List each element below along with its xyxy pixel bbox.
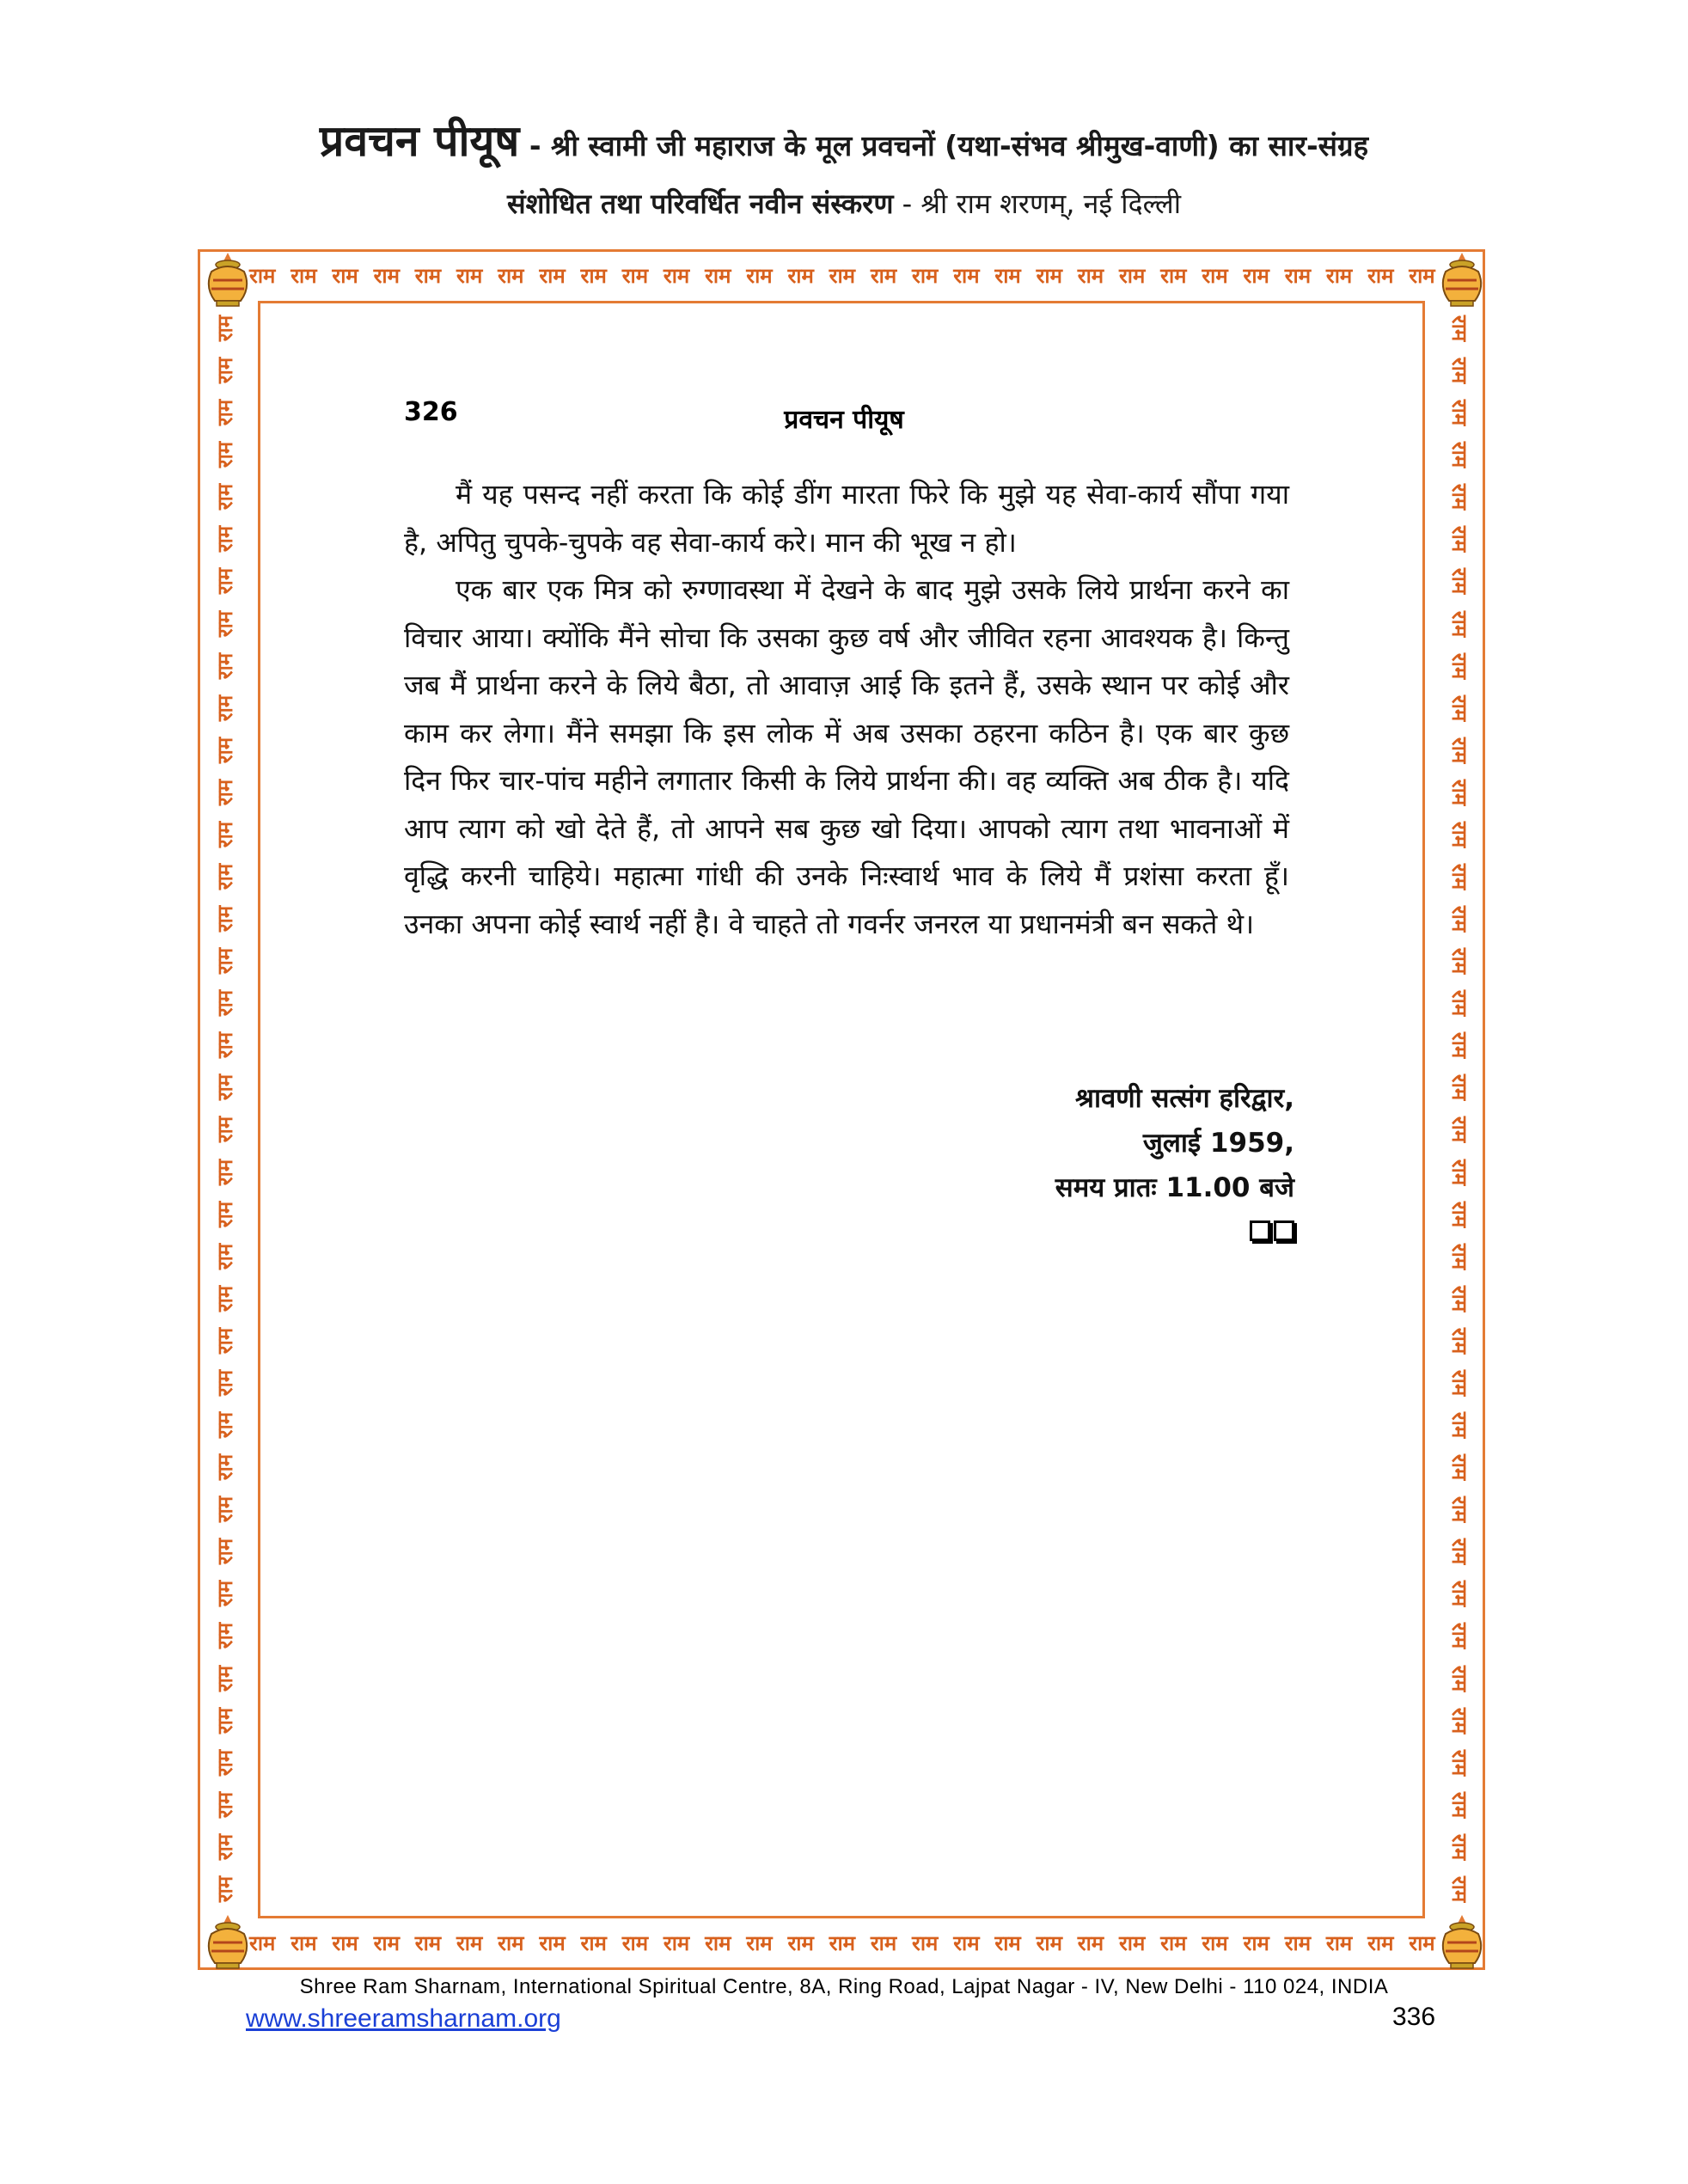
ram-border-top (249, 256, 1435, 294)
signature-date: जुलाई 1959, (1142, 1128, 1294, 1159)
ram-word: राम (539, 263, 566, 288)
ram-word: राम (953, 263, 980, 288)
ram-word: राम (705, 1930, 731, 1955)
ram-word: राम (787, 263, 814, 288)
ram-word: राम (212, 1159, 237, 1185)
ram-word: राम (621, 1930, 649, 1955)
ram-word: राम (212, 1074, 237, 1101)
ram-word: राम (212, 1539, 237, 1565)
ram-word: राम (212, 779, 237, 806)
ram-word: राम (212, 442, 237, 468)
ram-word: राम (1446, 1496, 1471, 1523)
ram-word: राम (1446, 568, 1471, 595)
ram-word: राम (212, 399, 237, 426)
ram-word: राम (212, 1623, 237, 1649)
ram-word: राम (212, 357, 237, 384)
ram-word: राम (212, 990, 237, 1017)
ram-word: राम (291, 263, 317, 288)
document-header (0, 110, 1688, 168)
ram-word: राम (1446, 821, 1471, 848)
ram-word: राम (1446, 610, 1471, 637)
ram-word: राम (212, 1833, 237, 1861)
ram-word: राम (212, 526, 237, 553)
ram-word: राम (212, 1411, 237, 1439)
ram-word: राम (870, 263, 897, 288)
ram-word: राम (456, 1930, 483, 1955)
ram-word: राम (1446, 1074, 1471, 1101)
ram-word: राम (212, 1875, 237, 1903)
signature-place: श्रावणी सत्संग हरिद्वार, (1075, 1083, 1294, 1114)
ram-word: राम (414, 1930, 442, 1955)
ram-word: राम (1077, 263, 1104, 288)
ram-word: राम (498, 1930, 524, 1955)
ram-word: राम (1160, 263, 1187, 288)
ram-word: राम (1446, 1116, 1471, 1143)
signature-time: समय प्रातः 11.00 बजे (1055, 1172, 1294, 1203)
ram-word: राम (1446, 652, 1471, 679)
ram-word: राम (212, 1749, 237, 1776)
ram-word: राम (212, 568, 237, 595)
website-link[interactable]: www.shreeramsharnam.org (246, 2004, 561, 2033)
ram-word: राम (1446, 357, 1471, 384)
ram-word: राम (1243, 263, 1269, 288)
ram-word: राम (1446, 947, 1471, 975)
paragraph: एक बार एक मित्र को रुग्णावस्था में देखने के बाद मुझे उसके लिये प्रार्थना करने का विचार आया। क्योंकि मैंने सोचा कि उसका कुछ वर्ष और जीवित रहना आवश्यक है। किन्तु जब मैं प्रार्थना करने के लिये बैठा, तो आवाज़ आई कि इतने हैं, उसके स्थान पर कोई और काम कर लेगा। मैंने समझा कि इस लोक में अब उसका ठहरना कठिन है। एक बार कुछ दिन फिर चार-पांच महीने लगातार किसी के लिये प्रार्थना की। वह व्यक्ति अब ठीक है। यदि आप त्याग को खो देते हैं, तो आपने सब कुछ खो दिया। आपको त्याग तथा भावनाओं में वृद्धि करनी चाहिये। महात्मा गांधी की उनके निःस्वार्थ भाव के लिये मैं प्रशंसा करता हूँ। उनका अपना कोई स्वार्थ नहीं है। वे चाहते तो गवर्नर जनरल या प्रधानमंत्री बन सकते थे। (404, 573, 1289, 940)
ram-word: राम (212, 1581, 237, 1607)
ram-word: राम (1409, 1930, 1435, 1955)
ram-word: राम (291, 1930, 317, 1955)
ram-word: राम (912, 263, 939, 288)
ram-word: राम (212, 1453, 237, 1481)
ram-word: राम (212, 1243, 237, 1269)
ram-word: राम (212, 821, 237, 848)
ram-word: राम (1446, 1581, 1471, 1607)
ram-word: राम (1202, 1930, 1228, 1955)
ram-word: राम (212, 1707, 237, 1734)
ram-word: राम (249, 1930, 276, 1955)
ram-word: राम (212, 1665, 237, 1692)
ram-word: राम (414, 263, 442, 288)
ram-word: राम (1446, 1369, 1471, 1397)
ram-word: राम (1446, 1875, 1471, 1903)
ram-word: राम (829, 263, 856, 288)
ram-word: राम (1446, 1243, 1471, 1269)
footer-address: Shree Ram Sharnam, International Spiritual Centre, 8A, Ring Road, Lajpat Nagar - IV, New Delhi - 110 024, INDIA (299, 1975, 1389, 1998)
ram-word: राम (787, 1930, 814, 1955)
ram-word: राम (912, 1930, 939, 1955)
ram-word: राम (1446, 399, 1471, 426)
ram-word: राम (1367, 263, 1394, 288)
discourse-body (404, 471, 1289, 948)
paragraph: मैं यह पसन्द नहीं करता कि कोई डींग मारता फिरे कि मुझे यह सेवा-कार्य सौंपा गया है, अपितु चुपके-चुपके वह सेवा-कार्य करे। मान की भूख न हो। (404, 478, 1289, 559)
header-title: प्रवचन पीयूष (319, 116, 520, 166)
ram-word: राम (580, 1930, 607, 1955)
ram-word: राम (212, 947, 237, 975)
ram-word: राम (212, 1496, 237, 1523)
ram-word: राम (746, 263, 773, 288)
ram-word: राम (829, 1930, 856, 1955)
ram-word: राम (212, 1369, 237, 1397)
ram-word: राम (1446, 1453, 1471, 1481)
ram-word: राम (212, 1032, 237, 1059)
ram-word: राम (1446, 526, 1471, 553)
ram-word: राम (1243, 1930, 1269, 1955)
ram-word: राम (212, 863, 237, 890)
ram-word: राम (1446, 694, 1471, 721)
document-subheader (0, 185, 1688, 222)
ram-word: राम (212, 1285, 237, 1312)
ram-word: राम (1325, 1930, 1353, 1955)
ram-word: राम (953, 1930, 980, 1955)
ram-word: राम (621, 263, 649, 288)
header-description: - श्री स्वामी जी महाराज के मूल प्रवचनों (यथा-संभव श्रीमुख-वाणी) का सार-संग्रह (519, 129, 1369, 162)
ram-word: राम (212, 652, 237, 679)
kalash-icon (1435, 1912, 1489, 1972)
ram-word: राम (1036, 263, 1062, 288)
ram-word: राम (1160, 1930, 1187, 1955)
ram-word: राम (332, 1930, 358, 1955)
ram-word: राम (1409, 263, 1435, 288)
ram-word: राम (663, 263, 690, 288)
ram-word: राम (212, 737, 237, 763)
ram-word: राम (373, 1930, 400, 1955)
ram-word: राम (870, 1930, 897, 1955)
ram-word: राम (1446, 1665, 1471, 1692)
ram-word: राम (212, 1201, 237, 1227)
ram-word: राम (1446, 1707, 1471, 1734)
ram-word: राम (1446, 990, 1471, 1017)
ram-word: राम (212, 1327, 237, 1355)
ram-word: राम (663, 1930, 690, 1955)
ram-word: राम (1077, 1930, 1104, 1955)
ram-border-left (206, 315, 244, 1903)
edition-label: संशोधित तथा परिवर्धित नवीन संस्करण (507, 187, 894, 220)
ram-word: राम (539, 1930, 566, 1955)
ram-word: राम (1446, 1411, 1471, 1439)
kalash-icon (201, 1912, 254, 1972)
ram-word: राम (332, 263, 358, 288)
ram-word: राम (1446, 1749, 1471, 1776)
ram-word: राम (1446, 1201, 1471, 1227)
publisher-label: - श्री राम शरणम्, नई दिल्ली (893, 187, 1181, 220)
ram-word: राम (1446, 1833, 1471, 1861)
ram-word: राम (373, 263, 400, 288)
ram-word: राम (212, 1116, 237, 1143)
ram-word: राम (1446, 737, 1471, 763)
ram-word: राम (1284, 263, 1312, 288)
ram-word: राम (249, 263, 276, 288)
book-running-title: प्रवचन पीयूष (784, 405, 904, 435)
ram-word: राम (1446, 442, 1471, 468)
ram-word: राम (1446, 1327, 1471, 1355)
kalash-icon (201, 249, 254, 309)
ram-word: राम (456, 263, 483, 288)
ram-word: राम (1284, 1930, 1312, 1955)
ram-word: राम (994, 1930, 1021, 1955)
ram-word: राम (1446, 905, 1471, 933)
ram-word: राम (498, 263, 524, 288)
ram-word: राम (212, 315, 237, 342)
ram-word: राम (1202, 263, 1228, 288)
ram-word: राम (1036, 1930, 1062, 1955)
ram-word: राम (1446, 1539, 1471, 1565)
ram-word: राम (994, 263, 1021, 288)
ram-border-right (1440, 315, 1478, 1903)
ram-word: राम (1446, 1285, 1471, 1312)
ram-word: राम (212, 905, 237, 933)
ram-word: राम (1446, 863, 1471, 890)
ram-word: राम (212, 610, 237, 637)
ram-word: राम (1446, 1159, 1471, 1185)
ram-word: राम (1118, 263, 1146, 288)
ram-border-bottom (249, 1924, 1435, 1961)
ram-word: राम (746, 1930, 773, 1955)
ram-word: राम (705, 263, 731, 288)
ram-word: राम (212, 1791, 237, 1818)
ram-word: राम (212, 694, 237, 721)
ram-word: राम (1118, 1930, 1146, 1955)
footer-page-number: 336 (1392, 2003, 1436, 2031)
ram-word: राम (1446, 484, 1471, 511)
ram-word: राम (1446, 1791, 1471, 1818)
end-mark-icon (1246, 1210, 1294, 1255)
book-page-number: 326 (404, 397, 458, 427)
ram-word: राम (1367, 1930, 1394, 1955)
ram-word: राम (1325, 263, 1353, 288)
ram-word: राम (580, 263, 607, 288)
ram-word: राम (1446, 315, 1471, 342)
kalash-icon (1435, 249, 1489, 309)
ram-word: राम (212, 484, 237, 511)
discourse-signature (1055, 1076, 1294, 1255)
ram-word: राम (1446, 1032, 1471, 1059)
ram-word: राम (1446, 779, 1471, 806)
ram-word: राम (1446, 1623, 1471, 1649)
